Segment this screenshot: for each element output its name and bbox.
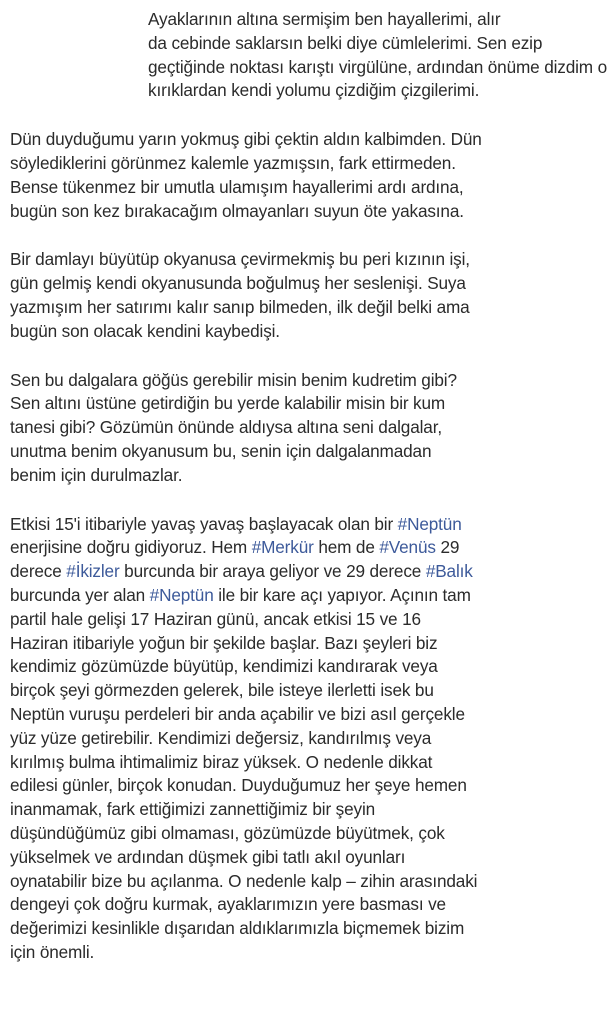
text-line xyxy=(10,632,535,656)
text-segment: partil hale gelişi 17 Haziran günü, ancak etkisi 15 ve 16 xyxy=(10,608,421,629)
text-segment: Haziran itibariyle yoğun bir şekilde başlar. Bazı şeyleri biz xyxy=(10,632,438,653)
text-line xyxy=(10,320,535,344)
text-line xyxy=(10,798,535,822)
text-segment: benim için durulmazlar. xyxy=(10,464,183,485)
text-segment: Ayaklarının altına sermişim ben hayallerimi, alır xyxy=(148,9,501,29)
text-segment: birçok şeyi görmezden gelerek, bile isteye ilerletti isek bu xyxy=(10,680,434,701)
text-line xyxy=(10,941,535,965)
text-segment: Bense tükenmez bir umutla ulamışım hayallerimi ardı ardına, xyxy=(10,176,464,197)
text-line xyxy=(10,917,535,941)
text-line xyxy=(10,272,535,296)
text-line xyxy=(10,679,535,703)
text-segment: hem de xyxy=(313,537,380,558)
hashtag-link[interactable]: #Neptün xyxy=(149,584,214,605)
text-line xyxy=(10,128,535,152)
text-segment: Etkisi 15'i itibariyle yavaş yavaş başlayacak olan bir xyxy=(10,513,398,534)
hashtag-link[interactable]: #Balık xyxy=(425,561,473,582)
text-line xyxy=(10,727,535,751)
text-segment: Neptün vuruşu perdeleri bir anda açabilir ve bizi asıl gerçekle xyxy=(10,703,465,724)
text-line xyxy=(10,248,535,272)
text-segment: edilesi günler, birçok konudan. Duyduğumuz her şeye hemen xyxy=(10,775,467,796)
text-line xyxy=(10,584,535,608)
text-line xyxy=(10,440,535,464)
text-segment: derece xyxy=(10,561,67,582)
text-line xyxy=(10,152,535,176)
text-segment: bugün son kez bırakacağım olmayanları suyun öte yakasına. xyxy=(10,200,464,221)
text-line xyxy=(10,416,535,440)
text-line xyxy=(10,655,535,679)
text-segment: enerjisine doğru gidiyoruz. Hem xyxy=(10,537,252,558)
text-line xyxy=(10,893,535,917)
text-segment: ile bir kare açı yapıyor. Açının tam xyxy=(213,584,471,605)
text-segment: burcunda yer alan xyxy=(10,584,150,605)
post-paragraph xyxy=(10,128,535,223)
text-segment: kırılmış bulma ihtimalimiz biraz yüksek. O nedenle dikkat xyxy=(10,751,433,772)
text-segment: oynatabilir bize bu açılanma. O nedenle kalp – zihin arasındaki xyxy=(10,870,478,891)
text-segment: kendimiz gözümüzde büyütüp, kendimizi kandırarak veya xyxy=(10,656,438,677)
text-line xyxy=(10,32,543,56)
text-segment: kırıklardan kendi yolumu çizdiğim çizgilerimi. xyxy=(148,80,480,101)
text-segment: yüz yüze getirebilir. Kendimizi değersiz, kandırılmış veya xyxy=(10,727,432,748)
text-segment: inanmamak, fark ettiğimizi zannettiğimiz bir şeyin xyxy=(10,799,376,820)
text-segment: dengeyi çok doğru kurmak, ayaklarımızın yere basması ve xyxy=(10,894,446,915)
post-paragraph xyxy=(10,369,535,488)
text-segment: Dün duyduğumu yarın yokmuş gibi çektin aldın kalbimden. Dün xyxy=(10,129,482,150)
text-segment: söylediklerini görünmez kalemle yazmışsın, fark ettirmeden. xyxy=(10,152,456,173)
text-line xyxy=(10,369,535,393)
text-segment: yükselmek ve ardından düşmek gibi tatlı akıl oyunları xyxy=(10,846,406,867)
text-line xyxy=(10,846,535,870)
text-line xyxy=(10,703,535,727)
text-segment: yazmışım her satırımı kalır sanıp bilmeden, ilk değil belki ama xyxy=(10,296,470,317)
text-segment: bugün son olacak kendini kaybedişi. xyxy=(10,320,280,341)
text-line xyxy=(10,56,607,80)
post-paragraph xyxy=(10,513,535,965)
text-line xyxy=(10,8,535,32)
text-line xyxy=(10,536,535,560)
hashtag-link[interactable]: #İkizler xyxy=(66,561,120,582)
text-line xyxy=(10,464,535,488)
text-segment: Bir damlayı büyütüp okyanusa çevirmekmiş bu peri kızının işi, xyxy=(10,249,470,270)
text-segment: düşündüğümüz gibi olmaması, gözümüzde büyütmek, çok xyxy=(10,822,445,843)
text-line xyxy=(10,822,535,846)
text-segment: Sen altını üstüne getirdiğin bu yerde kalabilir misin bir kum xyxy=(10,393,446,414)
text-line xyxy=(10,176,535,200)
hashtag-link[interactable]: #Venüs xyxy=(379,537,436,558)
text-segment: tanesi gibi? Gözümün önünde aldıysa altına seni dalgalar, xyxy=(10,417,442,438)
text-line xyxy=(10,560,535,584)
text-line xyxy=(10,774,535,798)
text-line xyxy=(10,513,535,537)
text-segment: için önemli. xyxy=(10,941,95,962)
hashtag-link[interactable]: #Merkür xyxy=(251,537,314,558)
text-segment: gün gelmiş kendi okyanusunda boğulmuş her seslenişi. Suya xyxy=(10,273,466,294)
text-line xyxy=(10,296,535,320)
text-line xyxy=(10,79,535,103)
text-segment: Sen bu dalgalara göğüs gerebilir misin benim kudretim gibi? xyxy=(10,369,457,390)
text-segment: geçtiğinde noktası karıştı virgülüne, ardından önüme dizdim o xyxy=(148,56,607,77)
post-paragraph xyxy=(10,248,535,343)
text-line xyxy=(10,751,535,775)
post-paragraph xyxy=(10,8,607,103)
text-segment: da cebinde saklarsın belki diye cümlelerimi. Sen ezip xyxy=(148,32,543,53)
text-segment: değerimizi kesinlikle dışarıdan aldıklarımızla biçmemek bizim xyxy=(10,918,465,939)
text-line xyxy=(10,608,535,632)
text-line xyxy=(10,870,535,894)
text-line xyxy=(10,392,535,416)
text-segment: burcunda bir araya geliyor ve 29 derece xyxy=(119,561,426,582)
text-segment: unutma benim okyanusum bu, senin için dalgalanmadan xyxy=(10,440,432,461)
hashtag-link[interactable]: #Neptün xyxy=(397,513,462,534)
text-segment: 29 xyxy=(435,537,460,558)
text-line xyxy=(10,200,535,224)
